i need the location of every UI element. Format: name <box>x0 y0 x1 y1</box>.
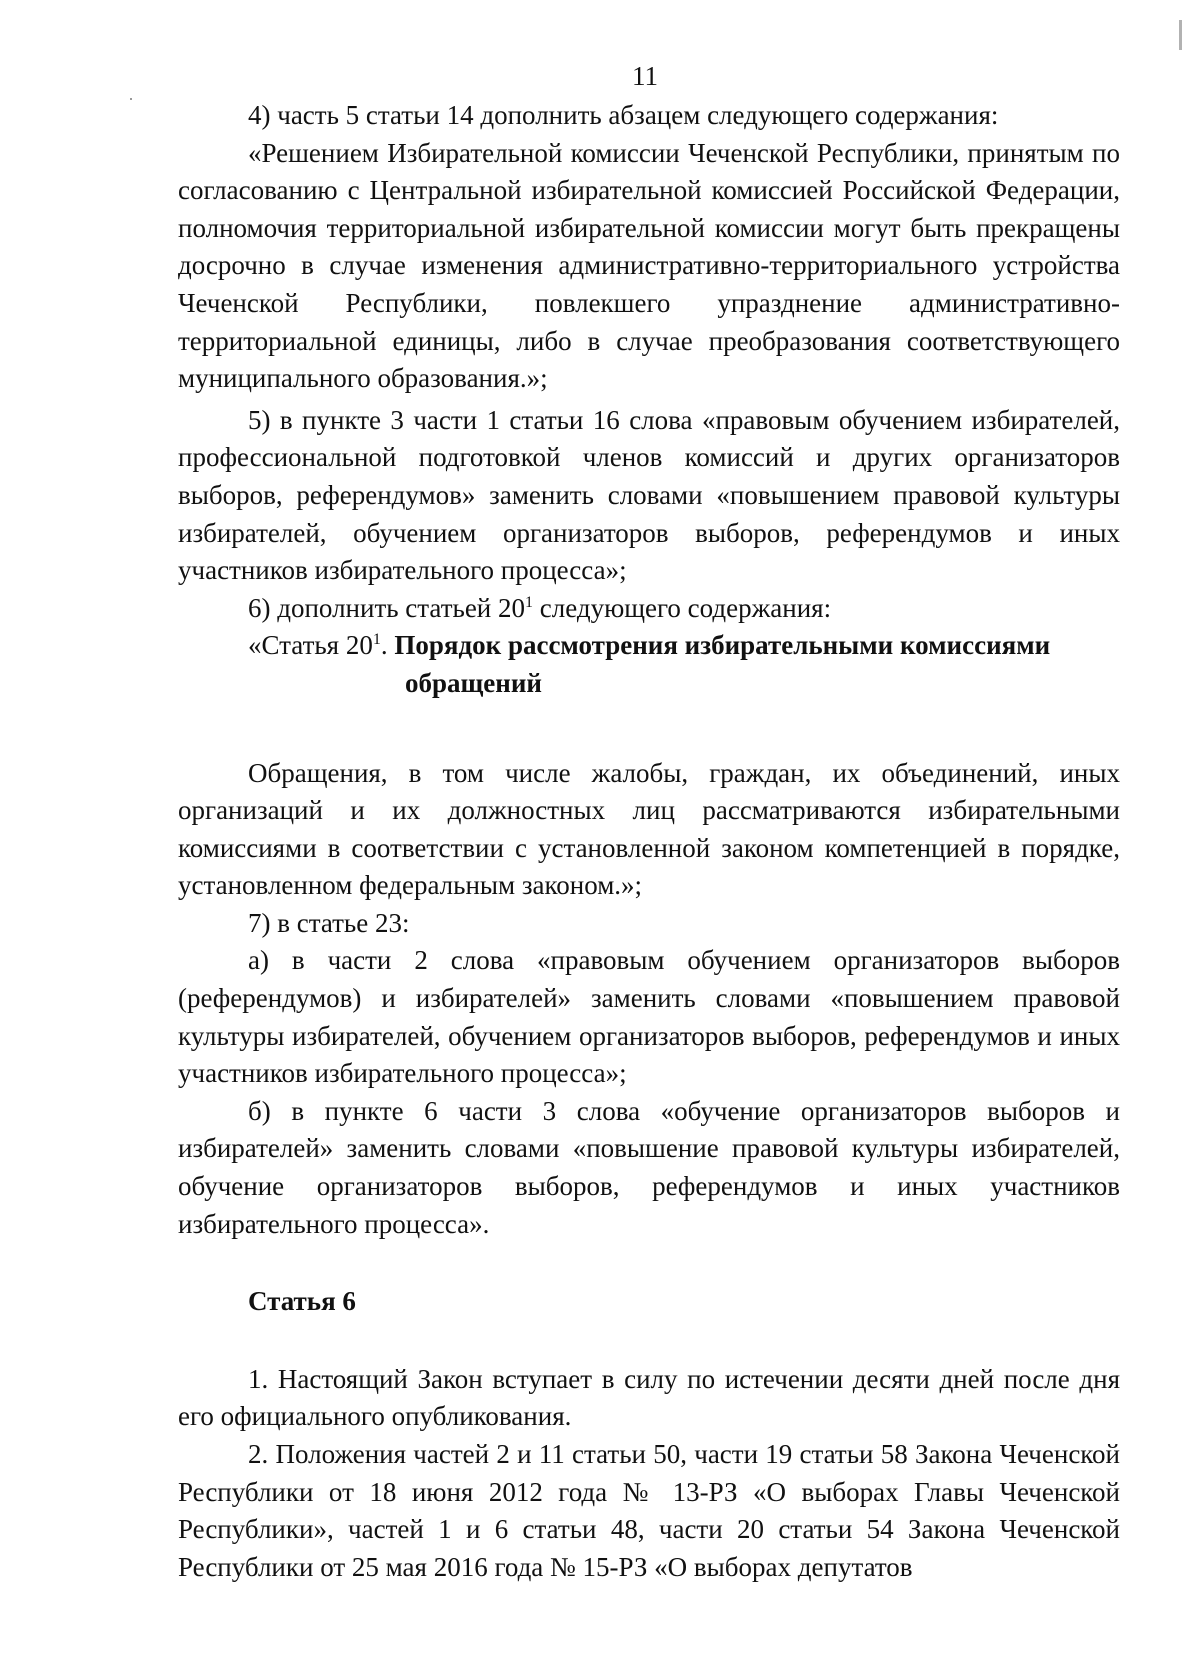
item-4: 4) часть 5 статьи 14 дополнить абзацем следующего содержания: <box>248 100 999 130</box>
spacer <box>178 703 1120 755</box>
item-6 <box>178 590 1120 628</box>
item-7b: б) в пункте 6 части 3 слова «обучение организаторов выборов и избирателей» заменить словами «повышение правовой культуры избирателей, обучение организаторов выборов, референдумов и иных участников избирательного процесса». <box>178 1095 1120 1239</box>
item-7a: а) в части 2 слова «правовым обучением организаторов выборов (референдумов) и избирателей» заменить словами «повышением правовой культуры избирателей, обучением организаторов выборов, референдумов и иных участников избирательного процесса»; <box>178 945 1120 1089</box>
item-6-after: следующего содержания: <box>533 592 832 623</box>
new-article-heading <box>178 627 1120 665</box>
item-7: 7) в статье 23: <box>248 907 410 938</box>
new-article-prefix: «Статья 20 <box>248 630 373 661</box>
page-number: 11 <box>632 61 658 91</box>
spacer <box>178 1243 1120 1283</box>
new-article-title-line2: обращений <box>405 667 542 698</box>
item-6-superscript: 1 <box>525 593 534 611</box>
scan-dot <box>130 98 132 100</box>
item-5: 5) в пункте 3 части 1 статьи 16 слова «правовым обучением избирателей, профессиональной подготовкой членов комиссий и других организаторов выборов, референдумов» заменить словами «повышением правовой культуры избирателей, обучением организаторов выборов, референдумов и иных участников избирательного процесса»; <box>178 404 1120 586</box>
new-article-title-line1: Порядок рассмотрения избирательными комиссиями <box>394 630 1051 661</box>
article-6-heading: Статья 6 <box>248 1286 356 1317</box>
new-article-dot: . <box>380 630 395 661</box>
scan-edge-mark <box>1179 20 1182 50</box>
article-6-part-1: 1. Настоящий Закон вступает в силу по истечении десяти дней после дня его официального опубликования. <box>178 1363 1120 1432</box>
item-6-before: 6) дополнить статьей 20 <box>248 592 526 623</box>
item-4-quote: «Решением Избирательной комиссии Чеченской Республики, принятым по согласованию с Центральной избирательной комиссией Российской Федерации, полномочия территориальной избирательной комиссии могут быть прекращены досрочно в случае изменения административно-территориального устройства Чеченской Республики, повлекшего упразднение административно-территориальной единицы, либо в случае преобразования соответствующего муниципального образования.»; <box>178 137 1120 394</box>
new-article-superscript: 1 <box>372 631 381 649</box>
spacer <box>178 1321 1120 1361</box>
document-body <box>178 97 1120 1586</box>
new-article-text: Обращения, в том числе жалобы, граждан, их объединений, иных организаций и их должностных лиц рассматриваются избирательными комиссиями в соответствии с установленной законом компетенцией в порядке, установленном федеральным законом.»; <box>178 757 1120 901</box>
article-6-part-2: 2. Положения частей 2 и 11 статьи 50, части 19 статьи 58 Закона Чеченской Республики от 18 июня 2012 года № 13-РЗ «О выборах Главы Чеченской Республики», частей 1 и 6 статьи 48, части 20 статьи 54 Закона Чеченской Республики от 25 мая 2016 года № 15-РЗ «О выборах депутатов <box>178 1439 1120 1582</box>
